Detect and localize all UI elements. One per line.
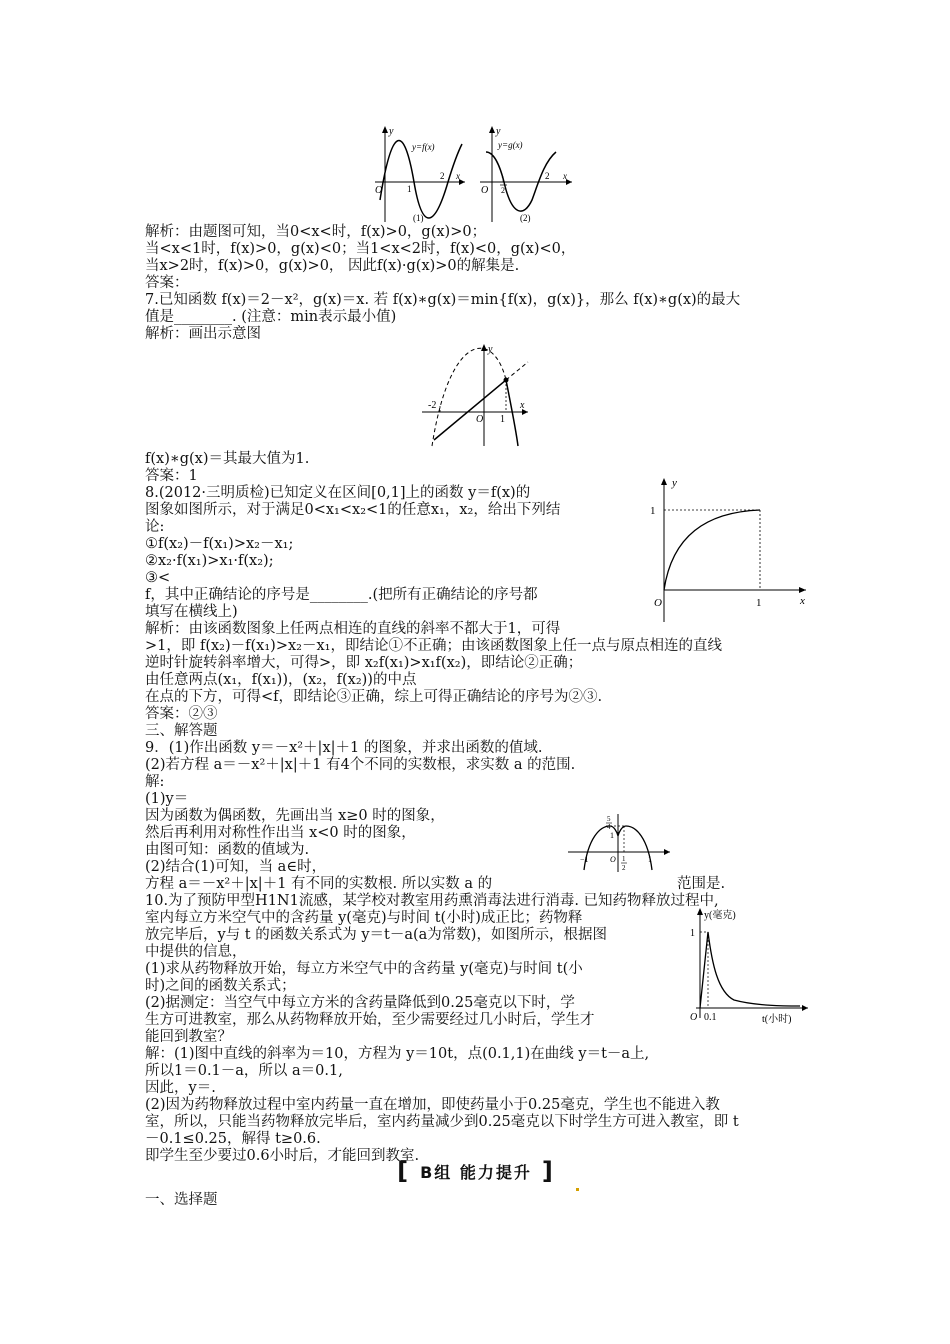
fig2-tick-2: 2 bbox=[545, 171, 550, 181]
fig10-origin: O bbox=[690, 1012, 698, 1023]
text-line: 图象如图所示，对于满足0<x₁<x₂<1的任意x₁，x₂，给出下列结 bbox=[145, 502, 561, 518]
text-line: 值是________. (注意：min表示最小值) bbox=[145, 309, 397, 325]
fig9-x1: 1 bbox=[648, 855, 652, 864]
text-line: 论: bbox=[145, 519, 165, 535]
text-line: 答案： bbox=[145, 275, 189, 291]
fig9-ytick-1: 1 bbox=[610, 831, 614, 840]
fig1-tick-1: 1 bbox=[407, 184, 412, 194]
text-line: 三、解答题 bbox=[145, 723, 218, 739]
decorative-dot bbox=[576, 1188, 579, 1191]
fig1-origin: O bbox=[375, 185, 383, 196]
fig9-xhalf-num: 1 bbox=[622, 855, 626, 863]
fig2-ylabel: y bbox=[496, 126, 501, 137]
text-line: －0.1≤0.25，解得 t≥0.6. bbox=[145, 1131, 321, 1147]
text-line: 7.已知函数 f(x)＝2－x²，g(x)＝x. 若 f(x)∗g(x)＝min{f(x)，g(x)}，那么 f(x)∗g(x)的最大 bbox=[145, 292, 741, 308]
text-line: 范围是. bbox=[677, 876, 726, 892]
text-line: 由图可知：函数的值域为. bbox=[145, 842, 310, 858]
text-line: (1)求从药物释放开始，每立方米空气中的含药量 y(毫克)与时间 t(小 bbox=[145, 961, 583, 977]
fig1-xlabel: x bbox=[456, 171, 460, 181]
text-line: 逆时针旋转斜率增大，可得>，即 x₂f(x₁)>x₁f(x₂)，即结论②正确； bbox=[145, 655, 583, 671]
fig9-ytick-den: 4 bbox=[607, 823, 611, 831]
banner-title: B组 能力提升 bbox=[420, 1162, 532, 1182]
text-line: ③< bbox=[145, 570, 171, 586]
text-line: 当<x<1时，f(x)>0，g(x)<0；当1<x<2时，f(x)<0，g(x)<0， bbox=[145, 241, 576, 257]
fig8-x1: 1 bbox=[756, 597, 762, 609]
section-footer: 一、选择题 bbox=[145, 1192, 218, 1208]
text-line: 在点的下方，可得<f，即结论③正确，综上可得正确结论的序号为②③. bbox=[145, 689, 603, 705]
figure-problem-8 bbox=[636, 472, 812, 632]
fig1-caption: (1) bbox=[413, 213, 424, 223]
fig10-y1: 1 bbox=[690, 928, 695, 939]
fig8-xlabel: x bbox=[800, 595, 805, 607]
fig2-tick-half-den: 2 bbox=[501, 186, 505, 195]
figure-2-g-graph bbox=[478, 122, 578, 224]
fig10-ylabel: y(毫克) bbox=[704, 910, 736, 921]
fig8-origin: O bbox=[654, 597, 662, 609]
fig7-origin: O bbox=[476, 414, 484, 425]
fig10-x01: 0.1 bbox=[704, 1012, 717, 1023]
text-line: 答案：1 bbox=[145, 468, 198, 484]
figure-problem-7 bbox=[420, 340, 532, 448]
text-line: 中提供的信息， bbox=[145, 944, 247, 960]
text-line: 室，所以，只能当药物释放完毕后，室内药量减少到0.25毫克以下时学生方可进入教室，即 t bbox=[145, 1114, 739, 1130]
text-line: (1)y＝ bbox=[145, 791, 189, 807]
fig7-xlabel: x bbox=[520, 400, 525, 411]
text-line: 解析：由题图可知，当0<x<时，f(x)>0，g(x)>0； bbox=[145, 224, 487, 240]
banner-right-bracket: ] bbox=[541, 1157, 555, 1185]
text-line: 然后再利用对称性作出当 x<0 时的图象， bbox=[145, 825, 416, 841]
text-line: f(x)∗g(x)＝其最大值为1. bbox=[145, 451, 310, 467]
text-line: 所以1＝0.1－a，所以 a＝0.1, bbox=[145, 1063, 343, 1079]
text-line: 9．(1)作出函数 y＝－x²＋|x|＋1 的图象，并求出函数的值域. bbox=[145, 740, 543, 756]
figure-problem-10 bbox=[676, 904, 812, 1024]
text-line: ①f(x₂)－f(x₁)>x₂－x₁; bbox=[145, 536, 294, 552]
text-line: (2)若方程 a＝－x²＋|x|＋1 有4个不同的实数根，求实数 a 的范围. bbox=[145, 757, 576, 773]
text-line: 10.为了预防甲型H1N1流感，某学校对教室用药熏消毒法进行消毒. 已知药物释放过程中, bbox=[145, 893, 719, 909]
figure-1-f-graph bbox=[370, 122, 470, 224]
fig7-tick-neg2: -2 bbox=[428, 400, 437, 411]
text-line: 解析：由该函数图象上任两点相连的直线的斜率不都大于1，可得 bbox=[145, 621, 561, 637]
fig1-tick-2: 2 bbox=[440, 171, 445, 181]
text-line: 当x>2时，f(x)>0，g(x)>0， 因此f(x)·g(x)>0的解集是. bbox=[145, 258, 520, 274]
fig1-curve-label: y=f(x) bbox=[412, 142, 435, 152]
text-line: (2)因为药物释放过程中室内药量一直在增加，即使药量小于0.25毫克，学生也不能进入教 bbox=[145, 1097, 720, 1113]
text-line: 室内每立方米空气中的含药量 y(毫克)与时间 t(小时)成正比；药物释 bbox=[145, 910, 583, 926]
text-line: 8.(2012·三明质检)已知定义在区间[0,1]上的函数 y＝f(x)的 bbox=[145, 485, 531, 501]
section-banner-b bbox=[370, 1158, 582, 1184]
text-line: 能回到教室？ bbox=[145, 1029, 232, 1045]
text-line: 解: bbox=[145, 774, 165, 790]
banner-left-bracket: [ bbox=[397, 1157, 411, 1185]
text-line: 时)之间的函数关系式； bbox=[145, 978, 296, 994]
text-line: 填写在横线上) bbox=[145, 604, 238, 620]
fig8-y1: 1 bbox=[650, 505, 656, 517]
text-line: 解析：画出示意图 bbox=[145, 326, 261, 342]
fig8-ylabel: y bbox=[672, 477, 677, 489]
fig2-caption: (2) bbox=[520, 213, 531, 223]
text-line: 答案：②③ bbox=[145, 706, 218, 722]
text-line: 放完毕后，y与 t 的函数关系式为 y＝t－a(a为常数)，如图所示，根据图 bbox=[145, 927, 607, 943]
fig2-curve-label: y=g(x) bbox=[498, 140, 523, 150]
text-line: 方程 a＝－x²＋|x|＋1 有不同的实数根. 所以实数 a 的 bbox=[145, 876, 493, 892]
fig9-xneg1: −1 bbox=[580, 855, 589, 864]
fig9-origin: O bbox=[610, 855, 616, 864]
fig7-tick-1: 1 bbox=[500, 414, 505, 425]
fig7-ylabel: y bbox=[488, 344, 493, 355]
fig2-xlabel: x bbox=[563, 171, 567, 181]
fig1-ylabel: y bbox=[389, 126, 394, 137]
text-line: 由任意两点(x₁，f(x₁))，(x₂，f(x₂))的中点 bbox=[145, 672, 417, 688]
text-line: 即学生至少要过0.6小时后，才能回到教室. bbox=[145, 1148, 420, 1164]
fig2-tick-half-num: 1 bbox=[501, 175, 505, 184]
text-line: 因为函数为偶函数，先画出当 x≥0 时的图象， bbox=[145, 808, 445, 824]
fig2-origin: O bbox=[481, 185, 489, 196]
text-line: 生方可进教室，那么从药物释放开始，至少需要经过几小时后，学生才 bbox=[145, 1012, 595, 1028]
figure-problem-9 bbox=[566, 812, 672, 874]
text-line: 因此，y＝. bbox=[145, 1080, 216, 1096]
text-line: (2)结合(1)可知，当 a∈时， bbox=[145, 859, 327, 875]
text-line: >1，即 f(x₂)－f(x₁)>x₂－x₁，即结论①不正确；由该函数图象上任一点与原点相连的直线 bbox=[145, 638, 722, 654]
text-line: (2)据测定：当空气中每立方米的含药量降低到0.25毫克以下时，学 bbox=[145, 995, 575, 1011]
fig9-ytick-num: 5 bbox=[607, 815, 611, 823]
fig10-xlabel: t(小时) bbox=[762, 1014, 792, 1024]
fig9-xhalf-den: 2 bbox=[622, 864, 626, 872]
text-line: f，其中正确结论的序号是________.(把所有正确结论的序号都 bbox=[145, 587, 538, 603]
text-line: 解：(1)图中直线的斜率为＝10，方程为 y＝10t，点(0.1,1)在曲线 y＝t－a上, bbox=[145, 1046, 650, 1062]
text-line: ②x₂·f(x₁)>x₁·f(x₂); bbox=[145, 553, 274, 569]
